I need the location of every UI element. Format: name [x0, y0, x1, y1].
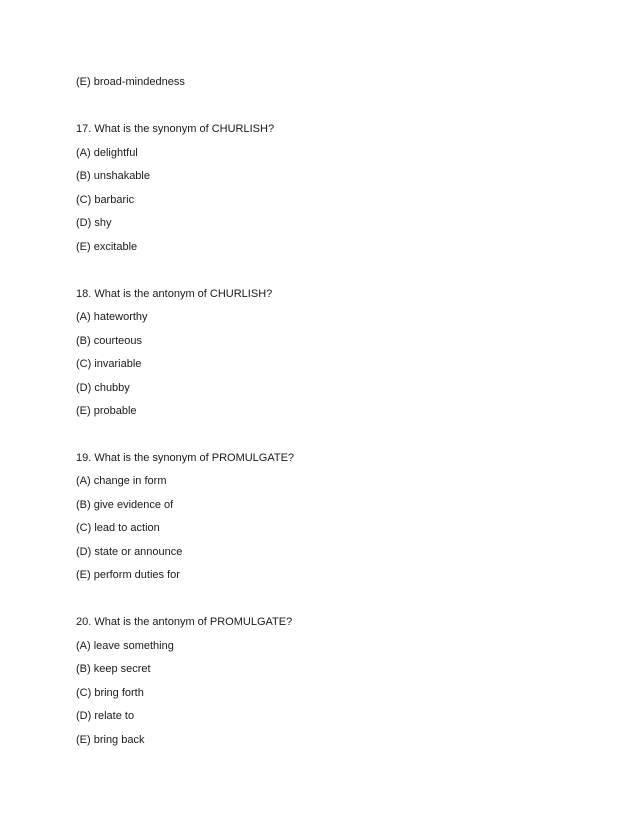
answer-option: (B) unshakable [76, 170, 150, 182]
answer-option: (A) delightful [76, 147, 138, 159]
answer-option: (C) bring forth [76, 687, 144, 699]
answer-option: (A) hateworthy [76, 311, 148, 323]
answer-option: (A) change in form [76, 475, 167, 487]
answer-option: (D) state or announce [76, 546, 183, 558]
answer-option: (E) bring back [76, 734, 145, 746]
answer-option: (D) relate to [76, 710, 135, 722]
answer-option: (E) perform duties for [76, 569, 180, 581]
answer-option: (D) shy [76, 217, 112, 229]
question-17: 17. What is the synonym of CHURLISH? [76, 123, 275, 135]
question-20: 20. What is the antonym of PROMULGATE? [76, 616, 293, 628]
question-18: 18. What is the antonym of CHURLISH? [76, 288, 273, 300]
answer-option: (E) broad-mindedness [76, 76, 185, 88]
question-19: 19. What is the synonym of PROMULGATE? [76, 452, 295, 464]
answer-option: (E) probable [76, 405, 137, 417]
answer-option: (C) lead to action [76, 522, 160, 534]
answer-option: (B) give evidence of [76, 499, 174, 511]
answer-option: (A) leave something [76, 640, 174, 652]
answer-option: (B) courteous [76, 335, 143, 347]
answer-option: (D) chubby [76, 382, 130, 394]
answer-option: (C) barbaric [76, 194, 135, 206]
answer-option: (E) excitable [76, 241, 138, 253]
answer-option: (C) invariable [76, 358, 142, 370]
answer-option: (B) keep secret [76, 663, 151, 675]
